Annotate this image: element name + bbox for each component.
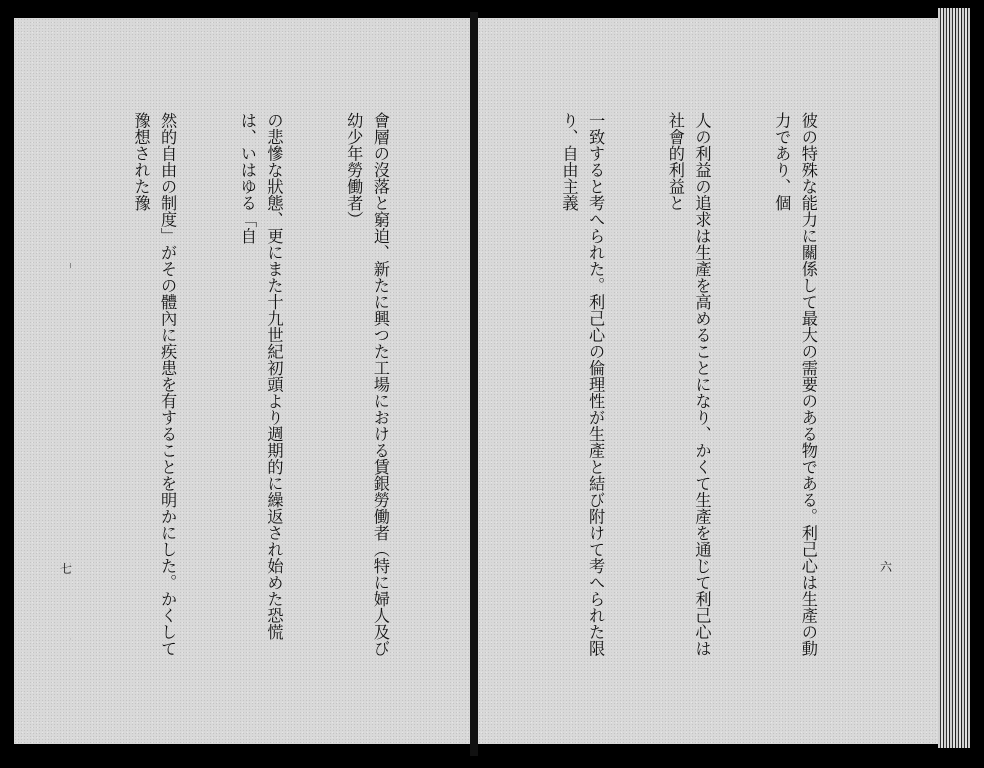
right-line-2: 人の利益の追求は生產を高めることになり、かくて生產を通じて利己心は社會的利益と xyxy=(665,112,712,657)
right-page-text xyxy=(500,112,874,672)
left-page-number: 七 xyxy=(60,562,73,576)
right-line-1: 彼の特殊な能力に關係して最大の需要のある物である。利己心は生產の動力であり、個 xyxy=(772,112,818,657)
right-line-3: 一致すると考へられた。利己心の倫理性が生產と結び附けて考へられた限り、自由主義 xyxy=(559,112,606,657)
left-line-2: の悲慘な狀態、更にまた十九世紀初頭より週期的に繰返され始めた恐慌は、いはゆる「自 xyxy=(237,112,284,640)
right-page-number: 六 xyxy=(880,560,893,574)
page-edges xyxy=(938,8,970,748)
book-gutter xyxy=(470,12,478,756)
left-page-text xyxy=(70,112,446,672)
right-line-4 xyxy=(500,112,502,672)
left-line-3: 然的自由の制度」がその體內に疾患を有することを明かにした。かくして豫想された豫 xyxy=(131,112,178,657)
left-line-4 xyxy=(70,112,74,672)
left-line-1: 會層の沒落と窮迫、新たに興つた工場における賃銀勞働者（特に婦人及び幼少年勞働者） xyxy=(344,112,390,657)
